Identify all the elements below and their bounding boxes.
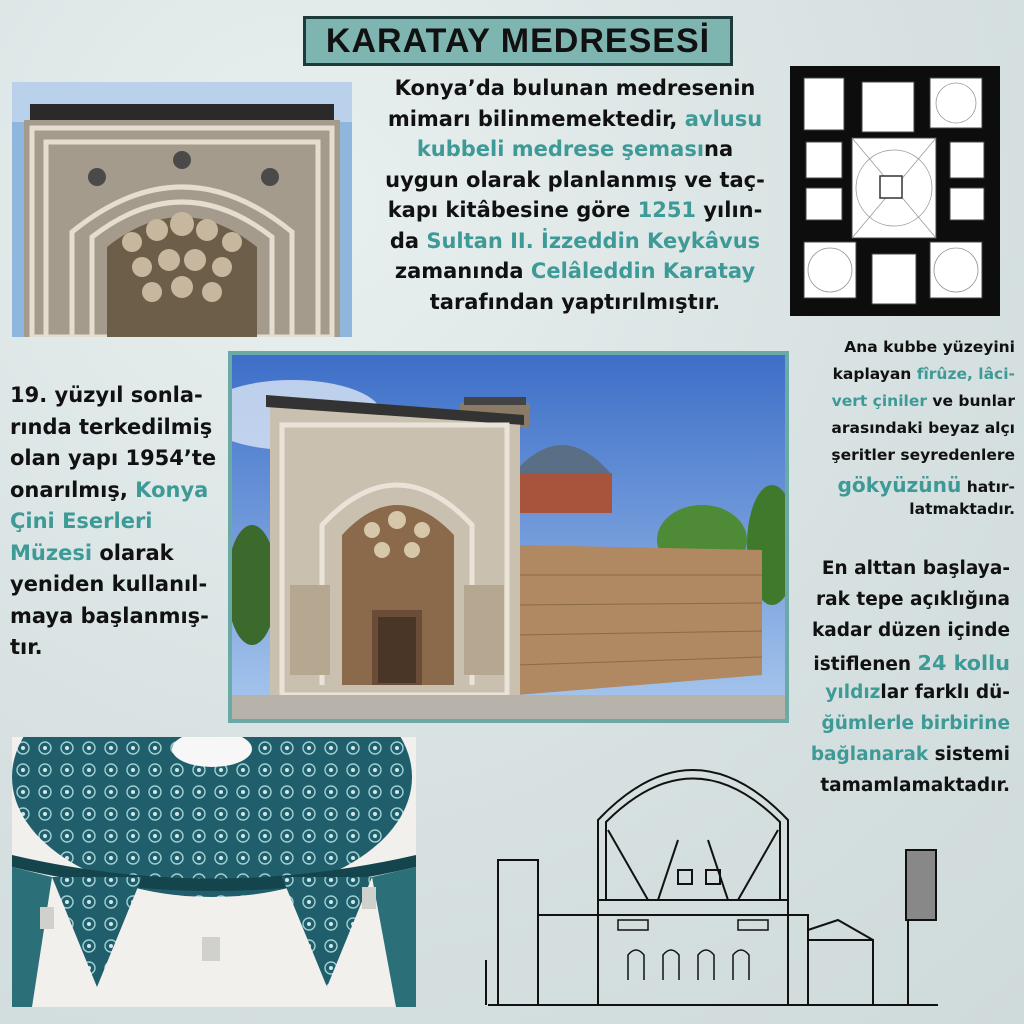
highlight-text: vert çiniler [831,392,927,410]
body-text: kaplayan [832,365,917,383]
main-building-photo [228,351,789,723]
paragraph1-line [365,167,785,192]
section-drawing [478,730,948,1010]
paragraph2-line [10,477,209,502]
highlight-text: kubbeli medrese şeması [416,137,705,161]
paragraph1-line [365,139,785,160]
body-text: zamanında [394,259,531,283]
floor-plan-drawing [790,66,1000,316]
highlight-text: Çini Eserleri [10,509,153,533]
highlight-text: Konya [135,477,209,502]
paragraph2-line [10,414,213,439]
highlight-text: 1251 [637,198,697,222]
highlight-text: avlusu [684,106,763,131]
body-text: na [704,137,734,161]
paragraph4-line [816,591,1010,610]
body-text: latmaktadır. [909,500,1015,518]
highlight-text: Celâleddin Karatay [530,259,756,283]
paragraph2-line [10,385,203,406]
body-text: tarafından yaptırılmıştır. [429,289,721,314]
dome-interior-photo [12,737,416,1007]
body-text: 19. yüzyıl sonla- [10,383,203,407]
body-text: da [389,228,427,253]
body-text: kadar düzen içinde [811,620,1010,641]
paragraph3-line [844,340,1015,356]
body-text: tır. [10,635,43,659]
paragraph2-line [10,637,43,658]
body-text: lar farklı dü- [880,682,1010,703]
highlight-text: ğümlerle birbirine [821,713,1010,734]
paragraph4-line [812,622,1010,641]
paragraph4-line [825,684,1010,703]
highlight-text: yıldız [825,682,881,703]
body-text: olan yapı 1954’te [10,446,217,470]
body-text: olarak [92,540,174,565]
body-text: Konya’da bulunan medresenin [394,76,756,100]
paragraph1-line [365,106,785,131]
body-text: sistemi [928,744,1010,765]
body-text: tamamlamaktadır. [820,775,1010,796]
paragraph4-line [822,560,1010,579]
body-text: En alttan başlaya- [821,558,1010,579]
body-text: Ana kubbe yüzeyini [844,338,1015,356]
highlight-text: Müzesi [10,540,93,565]
paragraph1-line [365,200,785,221]
page-title: KARATAY MEDRESESİ [303,16,733,66]
paragraph2-line [10,574,207,595]
highlight-text: bağlanarak [810,744,929,765]
paragraph3-line [909,502,1015,518]
highlight-text: Sultan II. İzzeddin Keykâvus [426,228,761,253]
paragraph4-line [813,653,1010,675]
paragraph1-line [365,228,785,253]
body-text: hatır- [961,478,1015,496]
body-text: rak tepe açıklığına [816,589,1010,610]
paragraph2-line [10,540,174,565]
paragraph2-line [10,511,153,532]
body-text: mimarı bilinmemektedir, [387,106,685,131]
body-text: maya başlanmış- [10,603,209,628]
paragraph1-line [365,261,785,282]
highlight-text: gökyüzünü [837,473,962,497]
body-text: uygun olarak planlanmış ve taç- [385,167,765,192]
paragraph1-line [365,78,785,99]
paragraph2-line [10,603,209,628]
paragraph3-line [837,475,1015,496]
body-text: yeniden kullanıl- [10,572,208,596]
highlight-text: 24 kollu [917,651,1010,675]
body-text: onarılmış, [10,477,136,502]
body-text: arasındaki beyaz alçı [831,419,1015,437]
body-text: kapı kitâbesine göre [387,198,638,222]
paragraph3-line [831,448,1015,464]
paragraph2-line [10,448,216,469]
body-text: şeritler seyredenlere [831,446,1015,464]
paragraph1-line [365,289,785,314]
body-text: yılın- [696,198,763,222]
body-text: ve bunlar [927,392,1015,410]
paragraph3-line [831,421,1015,437]
paragraph3-line [832,394,1015,410]
paragraph3-line [833,367,1015,383]
portal-photo [12,82,352,337]
body-text: istiflenen [813,654,918,675]
highlight-text: fîrûze, lâci- [916,365,1015,383]
body-text: rında terkedilmiş [10,414,213,439]
